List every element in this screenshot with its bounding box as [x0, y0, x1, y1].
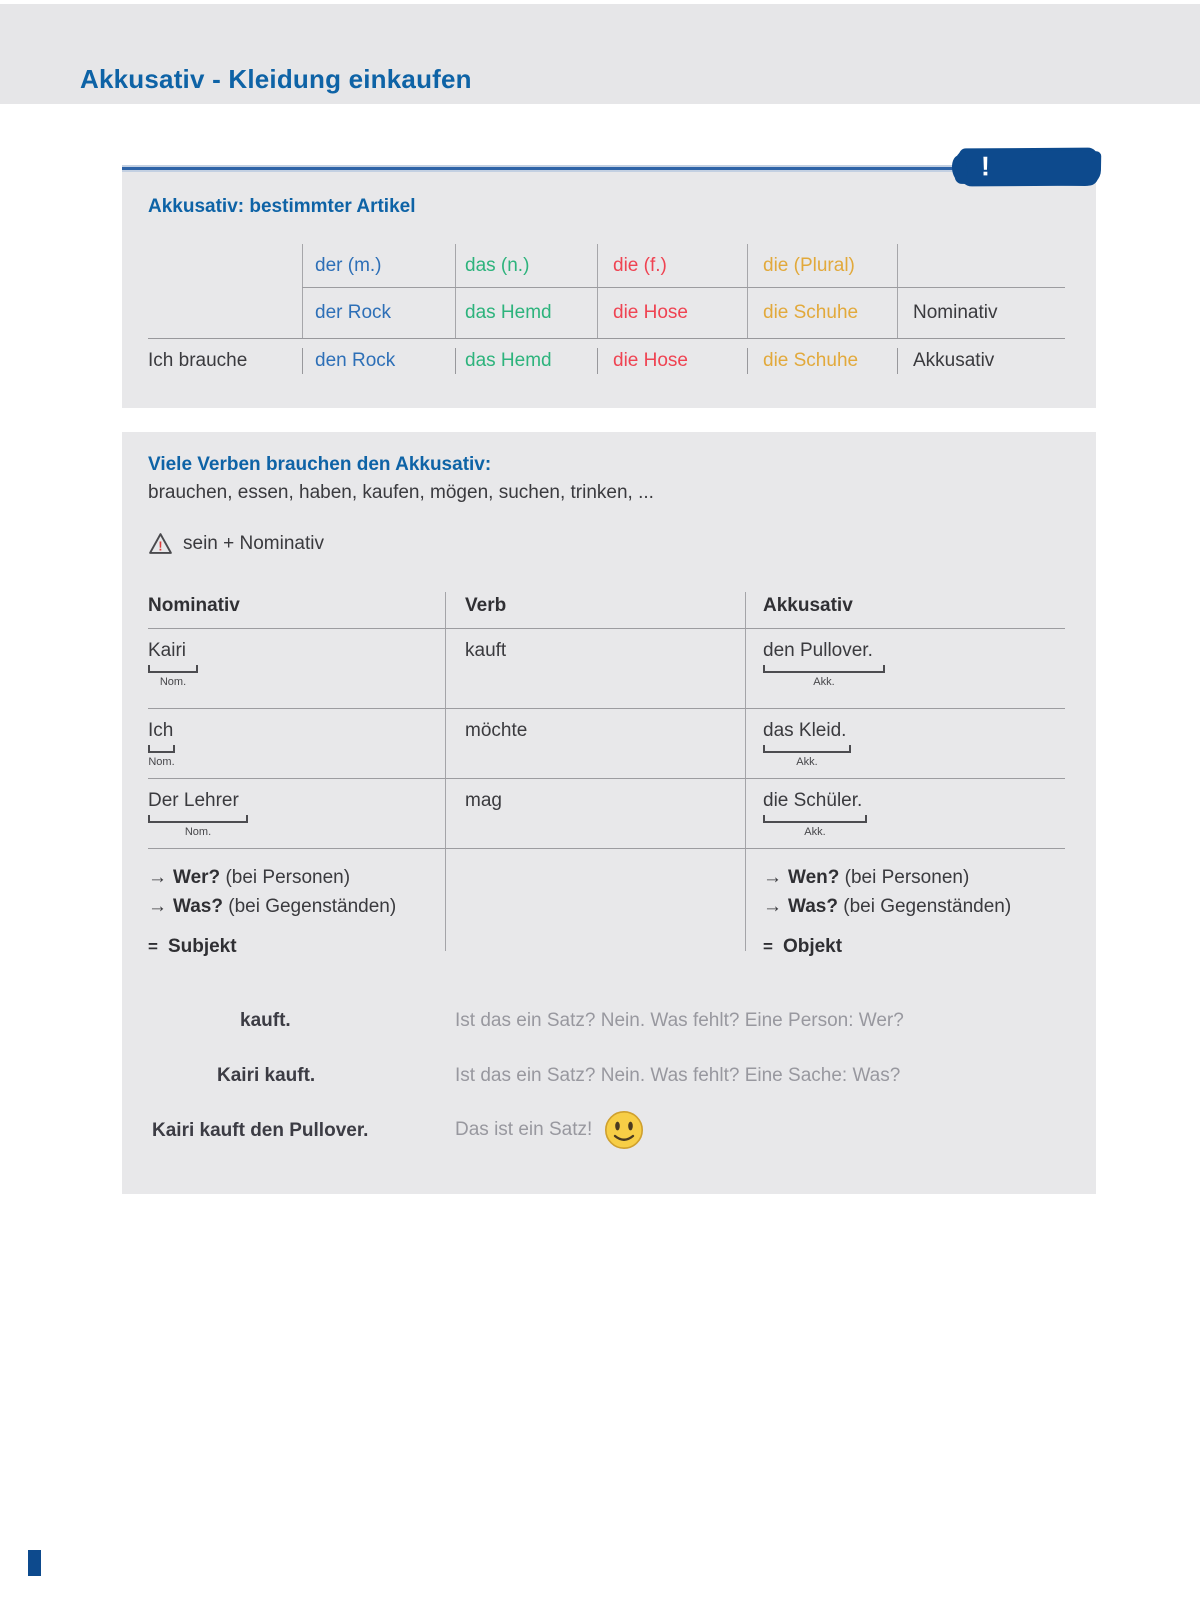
cell-die-schuhe: die Schuhe — [747, 287, 897, 338]
question-word: Wen? — [788, 867, 840, 888]
underbracket — [148, 745, 175, 753]
case-label: Nom. — [159, 676, 187, 688]
header-cell-plural: die (Plural) — [747, 244, 897, 287]
cell-das-hemd: das Hemd — [455, 338, 597, 384]
card1-title: Akkusativ: bestimmter Artikel — [148, 196, 416, 217]
header-cell-neuter: das (n.) — [455, 244, 597, 287]
case-cell-nominativ: Nominativ — [897, 287, 1065, 338]
equals-line — [148, 936, 445, 958]
object-cell — [745, 629, 1065, 708]
example-row — [148, 1110, 1070, 1150]
underbracket — [763, 665, 885, 673]
subject-cell — [148, 709, 445, 778]
row-divider-line — [148, 338, 1065, 339]
cell-das-hemd: das Hemd — [455, 287, 597, 338]
column-header-nominativ: Nominativ — [148, 595, 240, 616]
example-row — [148, 1010, 1070, 1036]
sentence-structure-table — [148, 592, 1065, 957]
nominative-annotation — [148, 662, 198, 688]
accusative-annotation — [763, 812, 867, 838]
equals-icon: = — [148, 937, 158, 956]
question-line — [763, 863, 1065, 892]
question-word: Was? — [173, 896, 223, 917]
underbracket — [148, 665, 198, 673]
example-sentence: Kairi kauft. — [217, 1065, 316, 1086]
page-header-band — [0, 4, 1200, 104]
column-header-verb: Verb — [445, 592, 745, 628]
equals-line — [763, 936, 1065, 958]
header-cell-case — [897, 244, 1065, 287]
accusative-row — [148, 338, 1065, 384]
role-label: Objekt — [782, 936, 843, 957]
equals-icon: = — [763, 937, 773, 956]
example-note-text: Das ist ein Satz! — [455, 1119, 593, 1140]
question-line — [148, 892, 445, 921]
object-cell — [745, 779, 1065, 848]
object-summary-cell — [745, 849, 1065, 957]
subject-word: Der Lehrer — [148, 790, 239, 811]
example-note — [455, 1110, 644, 1150]
arrow-icon: → — [148, 867, 167, 888]
case-label: Akk. — [796, 756, 818, 768]
case-label: Nom. — [148, 756, 175, 768]
sentence-row — [148, 629, 1065, 708]
article-table-header-row — [148, 244, 1065, 287]
question-hint: (bei Personen) — [839, 867, 970, 888]
question-line — [763, 892, 1065, 921]
accusative-annotation — [763, 662, 885, 688]
case-label: Akk. — [804, 826, 826, 838]
example-sentence: Kairi kauft den Pullover. — [152, 1120, 369, 1141]
sentence-row — [148, 779, 1065, 848]
cell-die-schuhe: die Schuhe — [747, 338, 897, 384]
cell-die-hose: die Hose — [597, 338, 747, 384]
underbracket — [148, 815, 248, 823]
empty-summary-cell — [445, 849, 745, 951]
verb-cell: kauft — [445, 629, 745, 708]
question-line — [148, 863, 445, 892]
article-table-card — [122, 151, 1096, 408]
exclamation-icon: ! — [980, 151, 991, 182]
nominative-row — [148, 287, 1065, 338]
header-cell-masculine: der (m.) — [302, 244, 455, 287]
header-cell-empty — [148, 244, 302, 287]
warning-triangle-icon — [148, 532, 173, 555]
page-title: Akkusativ - Kleidung einkaufen — [80, 64, 472, 94]
underbracket — [763, 815, 867, 823]
structure-table-header — [148, 592, 1065, 628]
question-word: Was? — [788, 896, 838, 917]
row-label-cell — [148, 287, 302, 338]
accusative-verbs-card — [122, 432, 1096, 1194]
verb-list: brauchen, essen, haben, kaufen, mögen, suchen, trinken, ... — [148, 482, 654, 503]
question-hint: (bei Gegenständen) — [222, 896, 397, 917]
underbracket — [763, 745, 851, 753]
arrow-icon: → — [148, 896, 167, 917]
example-sentence: kauft. — [240, 1010, 291, 1031]
question-hint: (bei Gegenständen) — [837, 896, 1012, 917]
example-row — [148, 1065, 1070, 1091]
verb-cell: mag — [445, 779, 745, 848]
header-cell-feminine: die (f.) — [597, 244, 747, 287]
card2-title: Viele Verben brauchen den Akkusativ: — [148, 454, 492, 475]
example-note: Ist das ein Satz? Nein. Was fehlt? Eine Person: Wer? — [455, 1010, 904, 1031]
article-table — [148, 244, 1065, 385]
subject-cell — [148, 779, 445, 848]
subject-cell — [148, 629, 445, 708]
row-label-cell: Ich brauche — [148, 350, 248, 371]
nominative-annotation — [148, 742, 175, 768]
card-top-rule — [122, 165, 1096, 172]
subject-word: Kairi — [148, 640, 187, 661]
column-header-akkusativ: Akkusativ — [745, 592, 1065, 628]
role-label: Subjekt — [167, 936, 237, 957]
verb-cell: möchte — [445, 709, 745, 778]
case-cell-akkusativ: Akkusativ — [897, 338, 1065, 384]
cell-die-hose: die Hose — [597, 287, 747, 338]
object-word: das Kleid. — [763, 720, 847, 741]
object-word: den Pullover. — [763, 640, 873, 661]
arrow-icon: → — [763, 867, 782, 888]
summary-row — [148, 849, 1065, 957]
cell-den-rock: den Rock — [302, 338, 455, 384]
object-cell — [745, 709, 1065, 778]
accusative-annotation — [763, 742, 851, 768]
arrow-icon: → — [763, 896, 782, 917]
subject-word: Ich — [148, 720, 174, 741]
case-label: Nom. — [184, 826, 212, 838]
nominative-annotation — [148, 812, 248, 838]
case-label: Akk. — [813, 676, 835, 688]
cell-der-rock: der Rock — [302, 287, 455, 338]
sentence-row — [148, 709, 1065, 778]
warning-text: sein + Nominativ — [183, 532, 324, 554]
warning-exclamation-glyph: ! — [158, 539, 163, 554]
subject-summary-cell — [148, 849, 445, 957]
object-word: die Schüler. — [763, 790, 863, 811]
warning-note — [148, 532, 324, 555]
question-word: Wer? — [173, 867, 221, 888]
alert-brush-badge — [959, 148, 1098, 187]
page-corner-mark — [28, 1550, 41, 1576]
question-hint: (bei Personen) — [220, 867, 351, 888]
example-note: Ist das ein Satz? Nein. Was fehlt? Eine Sache: Was? — [455, 1065, 901, 1086]
header-underline — [302, 287, 1065, 288]
smiley-icon — [604, 1110, 644, 1150]
